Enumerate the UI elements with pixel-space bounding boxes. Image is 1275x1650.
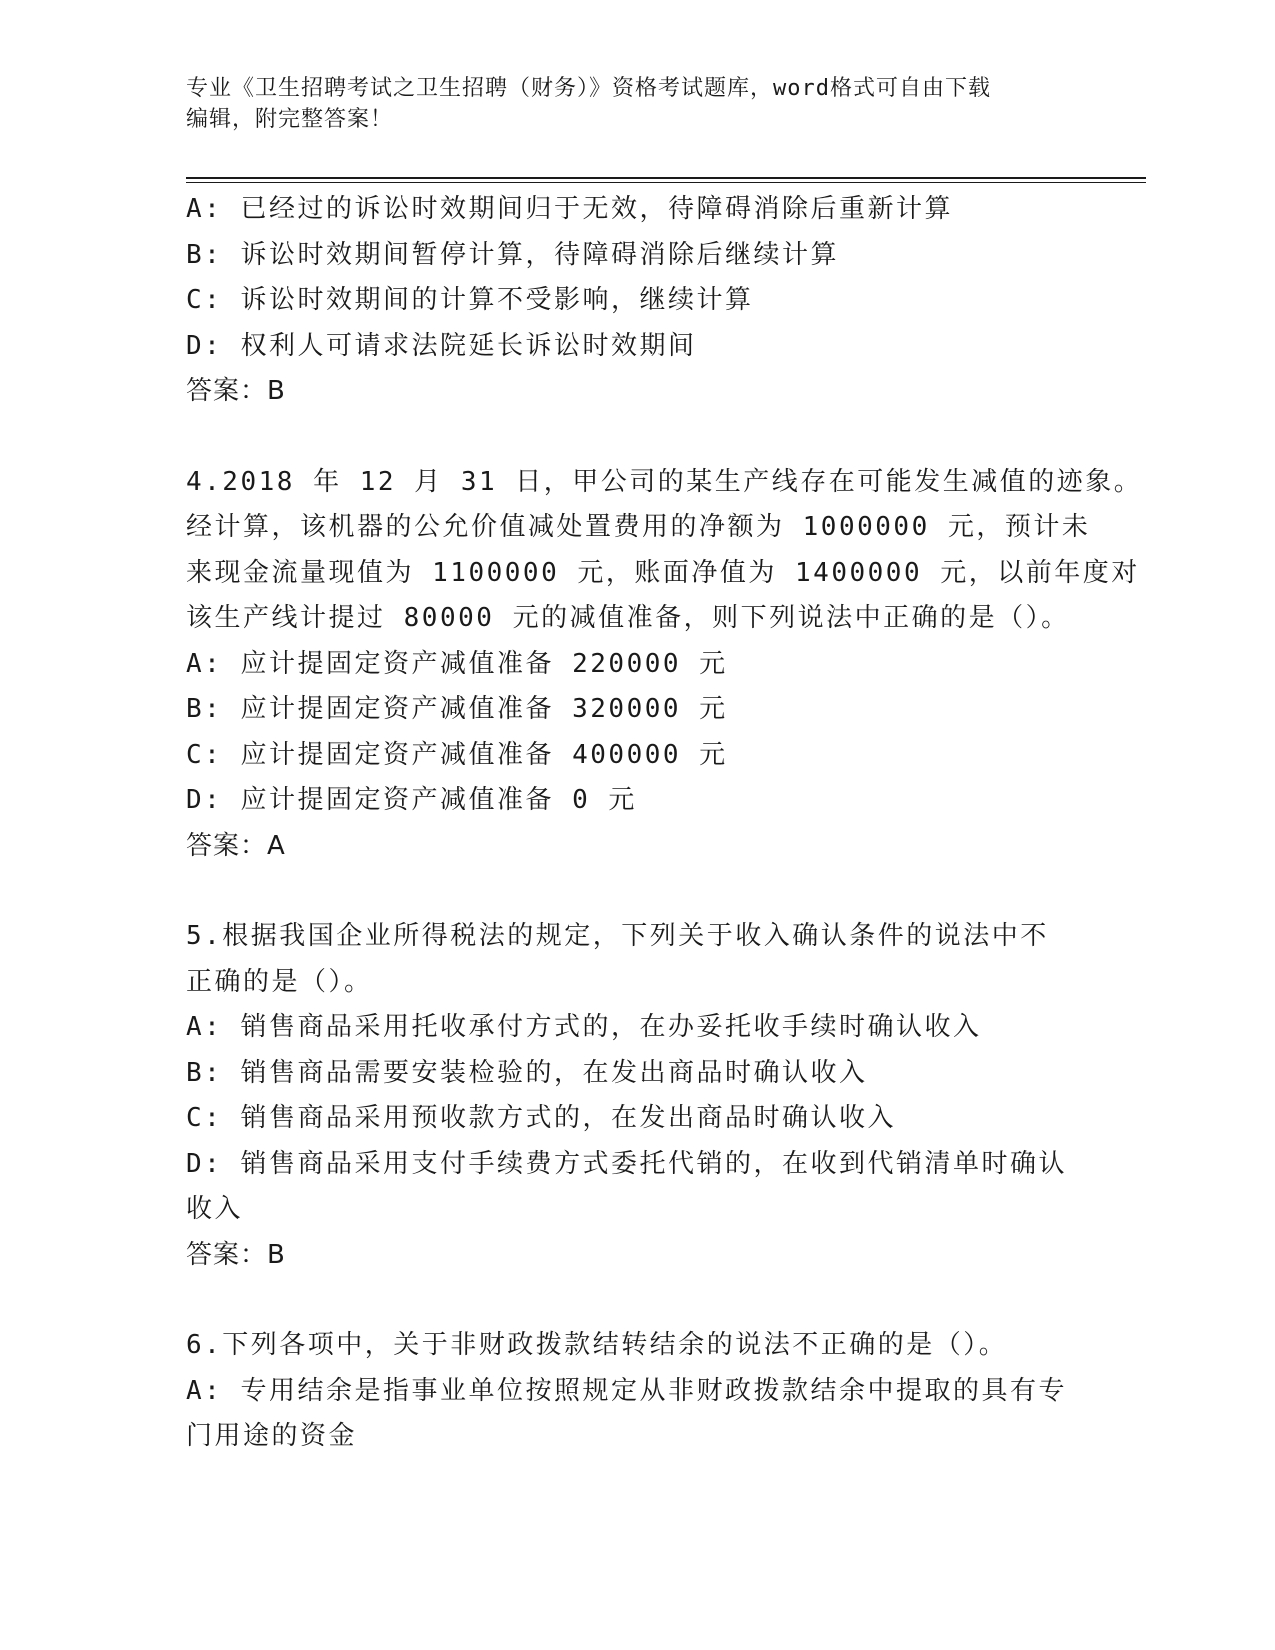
q6-option-a: A: 专用结余是指事业单位按照规定从非财政拨款结余中提取的具有专 — [186, 1375, 1067, 1406]
q3-option-d: D: 权利人可请求法院延长诉讼时效期间 — [186, 330, 697, 361]
q5-stem-line: 5.根据我国企业所得税法的规定，下列关于收入确认条件的说法中不 — [186, 921, 1049, 951]
question-spacer — [186, 1278, 1086, 1323]
q5-option-c: C: 销售商品采用预收款方式的，在发出商品时确认收入 — [186, 1103, 896, 1133]
q5-option-b: B: 销售商品需要安装检验的，在发出商品时确认收入 — [186, 1057, 868, 1088]
q3-option-c: C: 诉讼时效期间的计算不受影响，继续计算 — [186, 285, 754, 315]
q3-option-b: B: 诉讼时效期间暂停计算，待障碍消除后继续计算 — [186, 239, 839, 270]
q4-option-d: D: 应计提固定资产减值准备 0 元 — [186, 785, 637, 815]
q4-option-c: C: 应计提固定资产减值准备 400000 元 — [186, 739, 728, 770]
q5-option-a: A: 销售商品采用托收承付方式的，在办妥托收手续时确认收入 — [186, 1012, 982, 1042]
question-3 — [186, 187, 1086, 415]
q6-stem: 6.下列各项中，关于非财政拨款结转结余的说法不正确的是（）。 — [186, 1330, 1008, 1360]
q4-stem-line: 4.2018 年 12 月 31 日，甲公司的某生产线存在可能发生减值的迹象。 — [186, 466, 1143, 497]
question-5 — [186, 914, 1086, 1278]
document-body — [186, 187, 1143, 1460]
q3-answer: 答案：B — [186, 376, 286, 406]
header-line-1: 专业《卫生招聘考试之卫生招聘（财务）》资格考试题库，word格式可自由下载 — [186, 76, 991, 101]
q3-option-a: A: 已经过的诉讼时效期间归于无效，待障碍消除后重新计算 — [186, 194, 953, 224]
question-spacer — [186, 869, 1086, 914]
q4-stem-line: 来现金流量现值为 1100000 元，账面净值为 1400000 元，以前年度对 — [186, 557, 1140, 588]
q4-option-a: A: 应计提固定资产减值准备 220000 元 — [186, 648, 728, 679]
q5-option-d: D: 销售商品采用支付手续费方式委托代销的，在收到代销清单时确认 — [186, 1148, 1067, 1179]
q5-stem-line: 正确的是（）。 — [186, 966, 373, 997]
q4-answer: 答案：A — [186, 830, 286, 861]
header-divider-thin — [186, 182, 1146, 183]
q5-option-d-continued: 收入 — [186, 1194, 244, 1224]
document-header — [186, 73, 1066, 135]
q4-stem-line: 该生产线计提过 80000 元的减值准备，则下列说法中正确的是（）。 — [186, 603, 1070, 633]
header-line-2: 编辑，附完整答案！ — [186, 107, 394, 132]
question-4 — [186, 460, 1143, 870]
question-6 — [186, 1323, 1086, 1460]
q4-stem-line: 经计算，该机器的公允价值减处置费用的净额为 1000000 元，预计未 — [186, 512, 1091, 542]
question-spacer — [186, 415, 1086, 460]
q4-option-b: B: 应计提固定资产减值准备 320000 元 — [186, 694, 728, 724]
header-divider-thick — [186, 177, 1146, 179]
q5-answer: 答案：B — [186, 1239, 286, 1270]
q6-option-a-continued: 门用途的资金 — [186, 1421, 358, 1451]
